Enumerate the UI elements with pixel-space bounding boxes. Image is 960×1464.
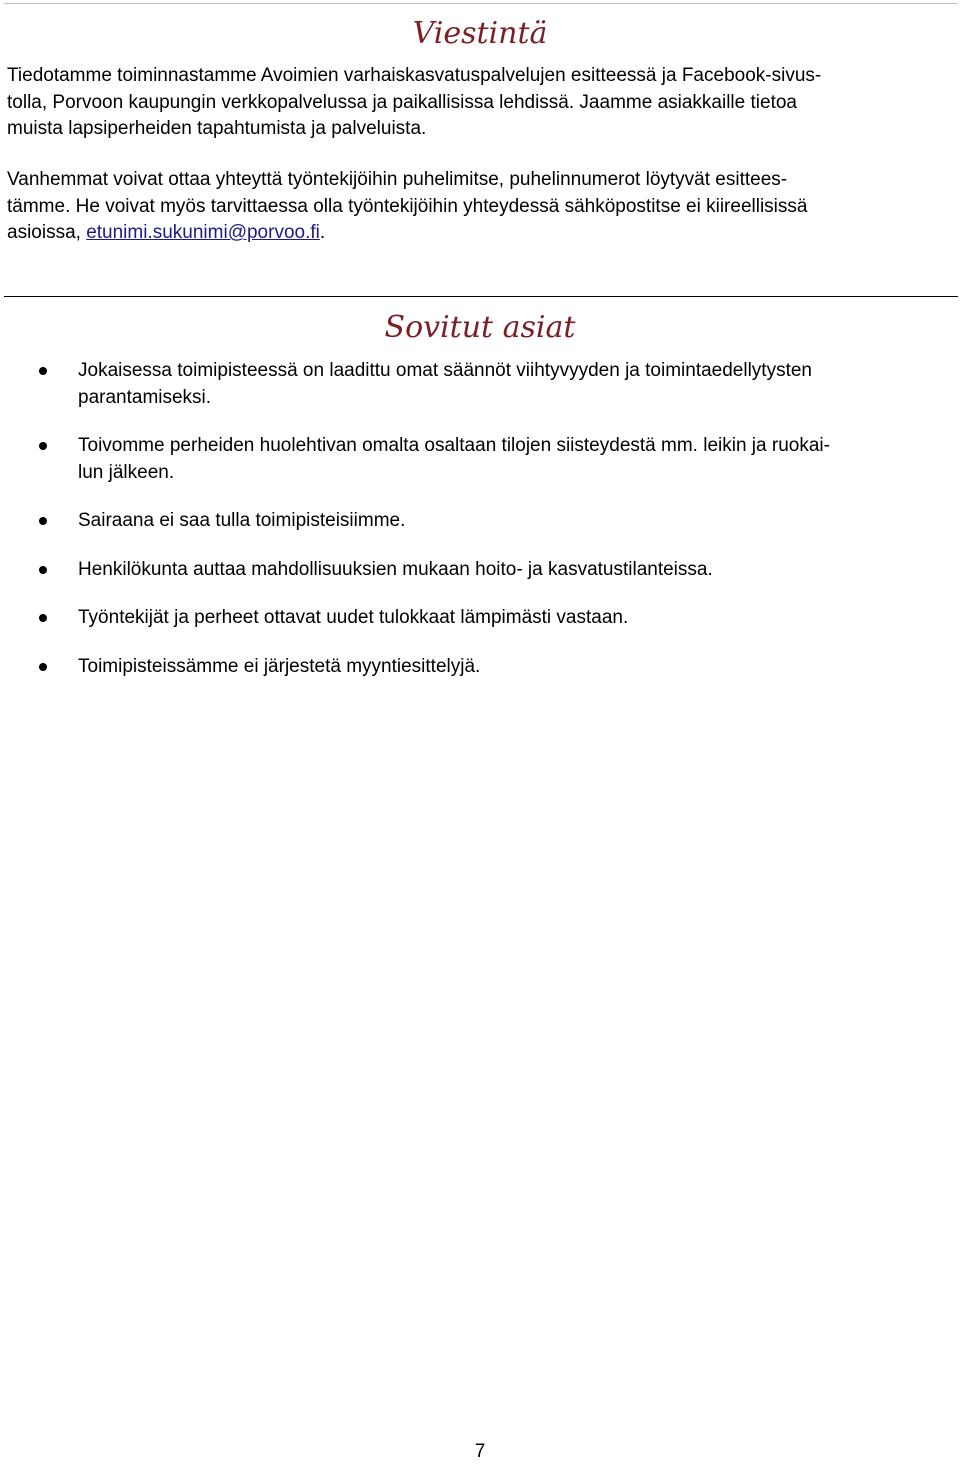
section-title-communication: Viestintä: [412, 16, 548, 51]
communication-paragraph-2: [7, 167, 952, 247]
list-item-text: Jokaisessa toimipisteessä on laadittu omat säännöt viihtyvyyden ja toimintaedellytysten parantamiseksi.: [78, 360, 812, 408]
list-item-text: Henkilökunta auttaa mahdollisuuksien mukaan hoito- ja kasvatustilanteissa.: [78, 558, 713, 580]
list-item: [0, 433, 960, 486]
bullet-icon: [39, 566, 47, 574]
bullet-icon: [39, 517, 47, 525]
bullet-icon: [39, 663, 47, 671]
list-item: [0, 605, 960, 632]
communication-paragraph-2-end: .: [319, 222, 326, 243]
list-item-text: Toimipisteissämme ei järjestetä myyntiesittelyjä.: [78, 655, 481, 677]
email-link[interactable]: etunimi.sukunimi@porvoo.fi: [86, 222, 320, 243]
top-rule: [4, 3, 958, 4]
bullet-icon: [39, 614, 47, 622]
list-item: [0, 508, 960, 535]
list-item: [0, 654, 960, 681]
communication-paragraph-1: Tiedotamme toiminnastamme Avoimien varhaiskasvatuspalvelujen esitteessä ja Facebook-sivus- tolla, Porvoon kaupungin verkkopalvelussa ja paikallisissa lehdissä. Jaamme asiakkaille tietoa muista lapsiperheiden tapahtumista ja palveluista.: [7, 65, 822, 139]
list-item-text: Työntekijät ja perheet ottavat uudet tulokkaat lämpimästi vastaan.: [78, 607, 629, 628]
bullet-icon: [39, 367, 47, 375]
page-number: 7: [474, 1441, 486, 1462]
section-title-agreements: Sovitut asiat: [384, 310, 576, 345]
list-item: [0, 557, 960, 584]
bullet-icon: [39, 442, 47, 450]
communication-paragraph-2-text: Vanhemmat voivat ottaa yhteyttä työntekijöihin puhelimitse, puhelinnumerot löytyvät esittees- tämme. He voivat myös tarvittaessa olla työntekijöihin yhteydessä sähköpostitse ei kiireellisissä asioissa,: [7, 169, 808, 243]
section-divider: [4, 296, 958, 297]
list-item: [0, 358, 960, 411]
agreements-list: [0, 358, 960, 702]
list-item-text: Sairaana ei saa tulla toimipisteisiimme.: [78, 510, 406, 531]
list-item-text: Toivomme perheiden huolehtivan omalta osaltaan tilojen siisteydestä mm. leikin ja ruokai- lun jälkeen.: [78, 435, 830, 483]
